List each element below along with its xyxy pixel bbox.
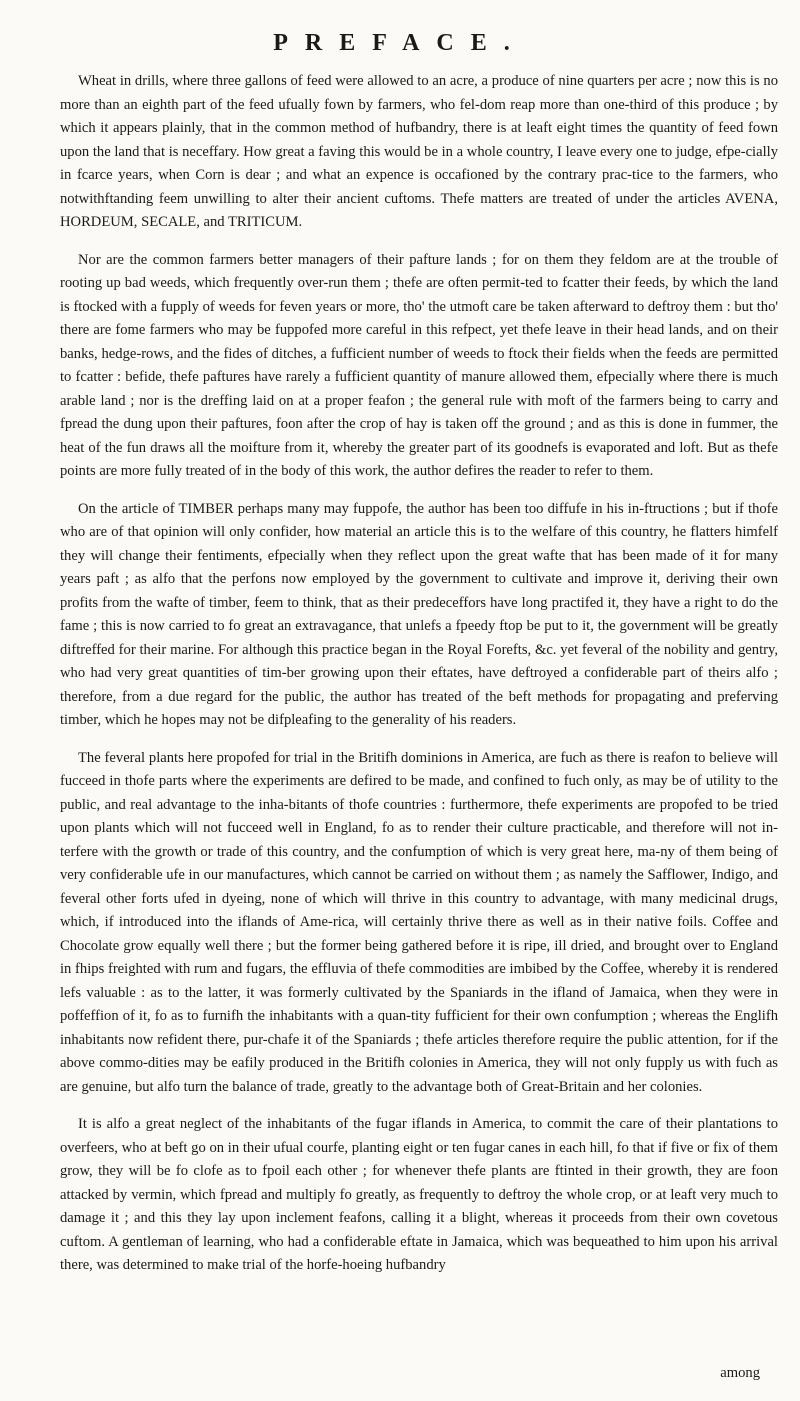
paragraph-1: Wheat in drills, where three gallons of feed were allowed to an acre, a produce of nine quarters per acre ; now this is no more than an eighth part of the feed ufually fown by farmers, who fel-dom reap more than one-third of this produce ; by which it appears plainly, that in the common method of hufbandry, there is at leaft eight times the quantity of feed fown upon the land that is neceffary. How great a faving this would be in a whole country, I leave every one to judge, efpe-cially in fcarce years, when Corn is dear ; and what an expence is occafioned by the contrary prac-tice to the farmers, who notwithftanding feem unwilling to alter their ancient cuftoms. Thefe matters are treated of under the articles AVENA, HORDEUM, SECALE, and TRITICUM. bbox=[60, 73, 778, 230]
body-text bbox=[60, 70, 778, 1292]
paragraph-2: Nor are the common farmers better managers of their pafture lands ; for on them they feldom are at the trouble of rooting up bad weeds, which frequently over-run them ; thefe are often permit-ted to fcatter their feeds, by which the land is ftocked with a fupply of weeds for feven years or more, tho' the utmoft care be taken afterward to deftroy them : but tho' there are fome farmers who may be fuppofed more careful in this refpect, yet thefe leave in their head lands, and on their banks, hedge-rows, and the fides of ditches, a fufficient number of weeds to ftock their fields when the feeds are permitted to fcatter : befide, thefe paftures have rarely a fufficient quantity of manure allowed them, efpecially where there is much arable land ; nor is the dreffing laid on at a proper feafon ; the general rule with moft of the farmers being to carry and fpread the dung upon their paftures, foon after the crop of hay is taken off the ground ; and as this is done in fummer, the heat of the fun draws all the moifture from it, whereby the greater part of its goodnefs is evaporated and loft. But as thefe points are more fully treated of in the body of this work, the author defires the reader to refer to them. bbox=[60, 251, 778, 479]
catchword: among bbox=[720, 1365, 760, 1381]
paragraph-3: On the article of TIMBER perhaps many may fuppofe, the author has been too diffufe in his in-ftructions ; but if thofe who are of that opinion will only confider, how material an article this is to the welfare of this country, he flatters himfelf they will change their fentiments, efpecially when they reflect upon the great wafte that has been made of it for many years paft ; as alfo that the perfons now employed by the government to cultivate and improve it, deriving their own profits from the wafte of timber, feem to think, that as their predeceffors have long practifed it, they have a right to do the fame ; this is now carried to fo great an extravagance, that unlefs a fpeedy ftop be put to it, the government will be greatly diftreffed for their marine. For although this practice began in the Royal Forefts, &c. yet feveral of the nobility and gentry, who had very great quantities of tim-ber growing upon their eftates, have deftroyed a confiderable part of theirs alfo ; therefore, from a due regard for the public, the author has treated of the beft methods for propagating and preferving timber, which he hopes may not be difpleafing to the generality of his readers. bbox=[60, 500, 778, 728]
page-title: PREFACE. bbox=[273, 30, 527, 56]
paragraph-5: It is alfo a great neglect of the inhabitants of the fugar iflands in America, to commit the care of their plantations to overfeers, who at beft go on in their ufual courfe, planting eight or ten fugar canes in each hill, fo that if five or fix of them grow, they will be fo clofe as to fpoil each other ; for whenever thefe plants are ftinted in their growth, they are foon attacked by vermin, which fpread and multiply fo greatly, as frequently to deftroy the whole crop, or at leaft very much to damage it ; and this they lay upon inclement feafons, calling it a blight, whereas it proceeds from their own covetous cuftom. A gentleman of learning, who had a confiderable eftate in Jamaica, which was bequeathed to him upon his arrival there, was determined to make trial of the horfe-hoeing hufbandry bbox=[60, 1116, 778, 1273]
paragraph-4: The feveral plants here propofed for trial in the Britifh dominions in America, are fuch as there is reafon to believe will fucceed in thofe parts where the experiments are defired to be made, and confined to fuch only, as may be of utility to the public, and real advantage to the inha-bitants of thofe countries : furthermore, thefe experiments are propofed to be tried upon plants which will not fucceed well in England, fo as to render their culture practicable, and therefore will not in-terfere with the growth or trade of this country, and the confumption of which is very great here, ma-ny of them being of very confiderable ufe in our manufactures, which cannot be carried on without them ; as namely the Safflower, Indigo, and feveral other forts ufed in dyeing, none of which will thrive in this country to advantage, with many medicinal drugs, which, if introduced into the iflands of Ame-rica, will certainly thrive there as well as in their native foils. Coffee and Chocolate grow equally well there ; but the former being gathered before it is ripe, ill dried, and brought over to England in fhips freighted with rum and fugars, the effluvia of thefe commodities are imbibed by the Coffee, whereby it is rendered lefs valuable : as to the latter, it was formerly cultivated by the Spaniards in the ifland of Jamaica, when they were in poffeffion of it, fo as to furnifh the inhabitants with a quan-tity fufficient for their own confumption ; whereas the Englifh inhabitants now refident there, pur-chafe it of the Spaniards ; thefe articles therefore require the public attention, for if the above commo-dities may be eafily produced in the Britifh colonies in America, they will not only fupply us with fuch as are genuine, but alfo turn the balance of trade, greatly to the advantage both of Great-Britain and her colonies. bbox=[60, 749, 778, 1095]
